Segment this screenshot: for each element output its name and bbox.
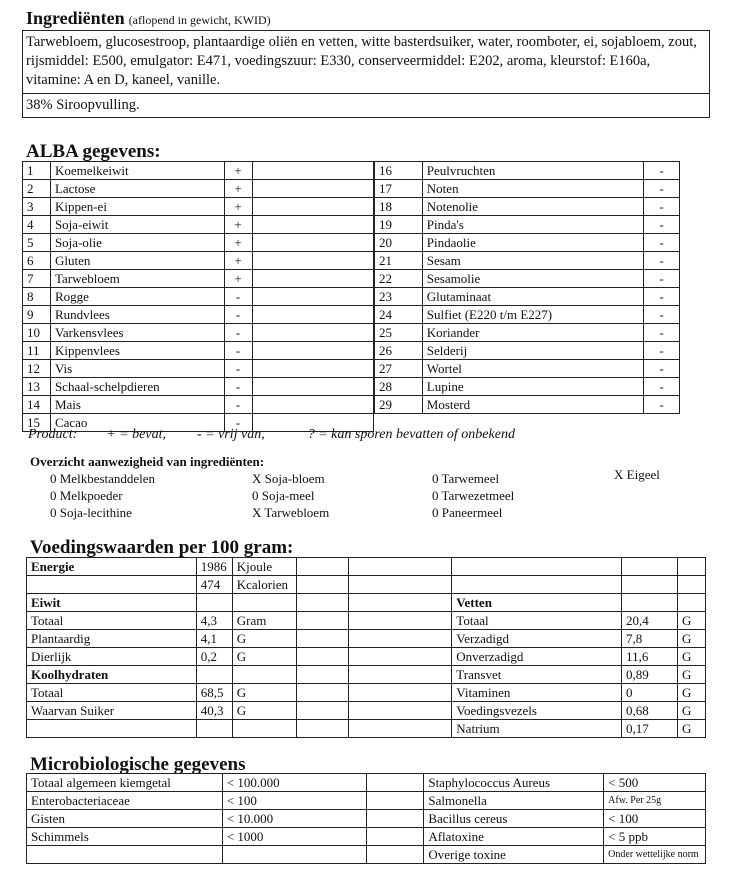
allergen-name: Rundvlees xyxy=(50,306,224,324)
nutrient-unit: G xyxy=(232,702,296,720)
overview-title: Overzicht aanwezigheid van ingrediënten: xyxy=(30,454,265,469)
alba-row xyxy=(23,234,374,252)
nutrient-value: 40,3 xyxy=(196,702,232,720)
nutrition-row xyxy=(27,702,706,720)
nutrient-unit: G xyxy=(232,630,296,648)
alba-row xyxy=(375,324,680,342)
micro-label: Totaal algemeen kiemgetal xyxy=(27,774,223,792)
empty-cell xyxy=(252,180,373,198)
empty-cell xyxy=(348,720,452,738)
nutrient-unit: G xyxy=(677,630,705,648)
micro-value: Afw. Per 25g xyxy=(604,792,706,810)
filling-text: 38% Siroopvulling. xyxy=(26,97,140,113)
allergen-name: Kippenvlees xyxy=(50,342,224,360)
empty-cell xyxy=(296,648,348,666)
allergen-number: 18 xyxy=(375,198,423,216)
ingredients-box xyxy=(22,30,710,118)
allergen-mark: - xyxy=(224,342,252,360)
nutrient-value xyxy=(196,594,232,612)
allergen-number: 14 xyxy=(23,396,51,414)
ingredients-text: Tarwebloem, glucosestroop, plantaardige oliën en vetten, witte basterdsuiker, water, roomboter, ei, sojabloem, zout, rijsmiddel: E500, emulgator: E471, voedingszuur: E330, conserveermiddel: E202, aroma, kleurstof: E160a, vitamine: A en D, kaneel, vanille. xyxy=(26,34,697,88)
allergen-number: 15 xyxy=(23,414,51,432)
empty-cell xyxy=(677,558,705,576)
empty-cell xyxy=(622,576,678,594)
nutrient-unit: G xyxy=(677,648,705,666)
alba-row xyxy=(23,378,374,396)
allergen-name: Koemelkeiwit xyxy=(50,162,224,180)
nutrient-label: Eiwit xyxy=(27,594,197,612)
nutrient-label: Vetten xyxy=(452,594,622,612)
micro-label: Bacillus cereus xyxy=(424,810,604,828)
ingredients-subtitle: (aflopend in gewicht, KWID) xyxy=(128,13,271,27)
allergen-number: 12 xyxy=(23,360,51,378)
nutrient-label: Transvet xyxy=(452,666,622,684)
allergen-number: 29 xyxy=(375,396,423,414)
empty-cell xyxy=(348,576,452,594)
allergen-mark: - xyxy=(224,396,252,414)
legend-product: Product: xyxy=(28,427,78,442)
empty-cell xyxy=(348,702,452,720)
nutrient-label: Plantaardig xyxy=(27,630,197,648)
allergen-name: Selderij xyxy=(422,342,643,360)
allergen-mark: - xyxy=(644,198,680,216)
allergen-name: Pindaolie xyxy=(422,234,643,252)
empty-cell xyxy=(296,612,348,630)
allergen-number: 3 xyxy=(23,198,51,216)
overview-item: X Soja-bloem xyxy=(252,471,325,486)
allergen-name: Gluten xyxy=(50,252,224,270)
allergen-mark: - xyxy=(644,342,680,360)
allergen-mark: - xyxy=(224,360,252,378)
nutrient-label: Vitaminen xyxy=(452,684,622,702)
allergen-name: Glutaminaat xyxy=(422,288,643,306)
empty-cell xyxy=(252,306,373,324)
nutrient-value: 4,1 xyxy=(196,630,232,648)
ingredients-heading xyxy=(26,8,706,29)
micro-label: Enterobacteriaceae xyxy=(27,792,223,810)
allergen-mark: - xyxy=(224,288,252,306)
allergen-name: Pinda's xyxy=(422,216,643,234)
empty-cell xyxy=(27,576,197,594)
allergen-number: 9 xyxy=(23,306,51,324)
micro-value: < 10.000 xyxy=(222,810,366,828)
alba-row xyxy=(23,216,374,234)
alba-row xyxy=(23,252,374,270)
allergen-number: 27 xyxy=(375,360,423,378)
allergen-number: 13 xyxy=(23,378,51,396)
empty-cell xyxy=(296,684,348,702)
nutrition-row xyxy=(27,594,706,612)
ingredients-filling xyxy=(23,93,709,116)
allergen-mark: - xyxy=(644,180,680,198)
micro-row xyxy=(27,828,706,846)
nutrient-unit: G xyxy=(677,702,705,720)
empty-cell xyxy=(622,558,678,576)
allergen-mark: - xyxy=(644,360,680,378)
allergen-number: 11 xyxy=(23,342,51,360)
energy-value: 474 xyxy=(196,576,232,594)
allergen-name: Koriander xyxy=(422,324,643,342)
empty-cell xyxy=(252,342,373,360)
overview-col-2 xyxy=(252,470,329,521)
micro-value: Onder wettelijke norm xyxy=(604,846,706,864)
allergen-mark: - xyxy=(224,414,252,432)
empty-cell xyxy=(296,594,348,612)
allergen-number: 21 xyxy=(375,252,423,270)
empty-cell xyxy=(452,558,622,576)
empty-cell xyxy=(252,198,373,216)
empty-cell xyxy=(252,162,373,180)
nutrient-value: 20,4 xyxy=(622,612,678,630)
allergen-mark: - xyxy=(224,306,252,324)
alba-row xyxy=(23,288,374,306)
alba-row xyxy=(375,396,680,414)
nutrient-value: 0,17 xyxy=(622,720,678,738)
empty-cell xyxy=(296,630,348,648)
empty-cell xyxy=(252,288,373,306)
energy-unit: Kcalorien xyxy=(232,576,296,594)
empty-cell xyxy=(252,324,373,342)
allergen-number: 16 xyxy=(375,162,423,180)
allergen-name: Lupine xyxy=(422,378,643,396)
nutrient-label: Verzadigd xyxy=(452,630,622,648)
alba-row xyxy=(23,306,374,324)
legend-contains: + = bevat, xyxy=(106,427,166,442)
allergen-name: Notenolie xyxy=(422,198,643,216)
nutrition-row xyxy=(27,720,706,738)
nutrition-table xyxy=(26,557,706,738)
allergen-number: 7 xyxy=(23,270,51,288)
allergen-name: Soja-eiwit xyxy=(50,216,224,234)
alba-row xyxy=(23,198,374,216)
allergen-mark: + xyxy=(224,162,252,180)
alba-row xyxy=(23,180,374,198)
allergen-mark: + xyxy=(224,234,252,252)
micro-value: < 1000 xyxy=(222,828,366,846)
alba-row xyxy=(23,342,374,360)
empty-cell xyxy=(348,630,452,648)
alba-row xyxy=(375,378,680,396)
energy-value: 1986 xyxy=(196,558,232,576)
nutrient-unit: G xyxy=(232,648,296,666)
micro-value: < 100 xyxy=(604,810,706,828)
overview-col-1 xyxy=(50,470,155,521)
allergen-mark: + xyxy=(224,180,252,198)
nutrient-value: 68,5 xyxy=(196,684,232,702)
overview-item: 0 Paneermeel xyxy=(432,505,503,520)
allergen-number: 26 xyxy=(375,342,423,360)
micro-label: Gisten xyxy=(27,810,223,828)
allergen-name: Soja-olie xyxy=(50,234,224,252)
empty-cell xyxy=(348,666,452,684)
nutrient-label xyxy=(27,720,197,738)
allergen-name: Kippen-ei xyxy=(50,198,224,216)
empty-cell xyxy=(366,810,424,828)
nutrient-value xyxy=(196,666,232,684)
alba-table-right xyxy=(374,161,680,414)
nutrition-row xyxy=(27,558,706,576)
overview-item: 0 Soja-lecithine xyxy=(50,505,132,520)
alba-row xyxy=(375,360,680,378)
allergen-mark: - xyxy=(644,162,680,180)
empty-cell xyxy=(296,720,348,738)
nutrient-unit: Gram xyxy=(232,612,296,630)
nutrition-row xyxy=(27,684,706,702)
overview-item: X Tarwebloem xyxy=(252,505,330,520)
alba-row xyxy=(23,324,374,342)
allergen-name: Noten xyxy=(422,180,643,198)
empty-cell xyxy=(296,702,348,720)
allergen-name: Peulvruchten xyxy=(422,162,643,180)
empty-cell xyxy=(677,576,705,594)
empty-cell xyxy=(252,252,373,270)
micro-label: Aflatoxine xyxy=(424,828,604,846)
allergen-mark: - xyxy=(644,234,680,252)
alba-title: ALBA gegevens: xyxy=(26,141,161,162)
allergen-number: 8 xyxy=(23,288,51,306)
nutrition-row xyxy=(27,648,706,666)
allergen-number: 10 xyxy=(23,324,51,342)
empty-cell xyxy=(252,360,373,378)
empty-cell xyxy=(366,792,424,810)
allergen-name: Sesamolie xyxy=(422,270,643,288)
micro-value: < 5 ppb xyxy=(604,828,706,846)
nutrient-unit: G xyxy=(677,684,705,702)
nutrient-value: 4,3 xyxy=(196,612,232,630)
nutrient-label: Totaal xyxy=(27,612,197,630)
allergen-number: 5 xyxy=(23,234,51,252)
alba-row xyxy=(375,342,680,360)
nutrition-row xyxy=(27,630,706,648)
allergen-name: Rogge xyxy=(50,288,224,306)
empty-cell xyxy=(348,594,452,612)
legend-traces: ? = kan sporen bevatten of onbekend xyxy=(307,427,515,442)
micro-value: < 500 xyxy=(604,774,706,792)
allergen-number: 19 xyxy=(375,216,423,234)
overview-item: 0 Tarwezetmeel xyxy=(432,488,515,503)
nutrient-unit: G xyxy=(677,612,705,630)
empty-cell xyxy=(366,846,424,864)
nutrition-title: Voedingswaarden per 100 gram: xyxy=(30,537,294,558)
allergen-name: Schaal-schelpdieren xyxy=(50,378,224,396)
micro-label: Staphylococcus Aureus xyxy=(424,774,604,792)
micro-value xyxy=(222,846,366,864)
micro-value: < 100.000 xyxy=(222,774,366,792)
allergen-mark: - xyxy=(644,324,680,342)
empty-cell xyxy=(348,558,452,576)
alba-row xyxy=(23,162,374,180)
allergen-mark: + xyxy=(224,216,252,234)
nutrient-value: 7,8 xyxy=(622,630,678,648)
allergen-number: 6 xyxy=(23,252,51,270)
nutrient-label: Totaal xyxy=(27,684,197,702)
empty-cell xyxy=(452,576,622,594)
empty-cell xyxy=(366,774,424,792)
nutrient-label: Voedingsvezels xyxy=(452,702,622,720)
allergen-name: Lactose xyxy=(50,180,224,198)
micro-row xyxy=(27,774,706,792)
alba-row xyxy=(375,288,680,306)
nutrient-value xyxy=(622,594,678,612)
nutrition-row xyxy=(27,612,706,630)
overview-col-3 xyxy=(432,470,514,521)
alba-legend xyxy=(28,427,515,443)
nutrient-unit xyxy=(677,594,705,612)
allergen-mark: - xyxy=(644,216,680,234)
nutrient-unit xyxy=(232,594,296,612)
micro-title: Microbiologische gegevens xyxy=(30,754,246,775)
nutrient-label: Natrium xyxy=(452,720,622,738)
nutrient-unit: G xyxy=(232,684,296,702)
alba-row xyxy=(375,162,680,180)
nutrient-unit: G xyxy=(677,666,705,684)
nutrient-label: Koolhydraten xyxy=(27,666,197,684)
empty-cell xyxy=(296,558,348,576)
empty-cell xyxy=(252,396,373,414)
nutrient-value: 0,89 xyxy=(622,666,678,684)
nutrient-unit xyxy=(232,720,296,738)
allergen-name: Sulfiet (E220 t/m E227) xyxy=(422,306,643,324)
energy-unit: Kjoule xyxy=(232,558,296,576)
alba-row xyxy=(375,216,680,234)
allergen-number: 20 xyxy=(375,234,423,252)
nutrient-value: 0 xyxy=(622,684,678,702)
allergen-number: 25 xyxy=(375,324,423,342)
empty-cell xyxy=(348,684,452,702)
allergen-number: 1 xyxy=(23,162,51,180)
alba-row xyxy=(375,234,680,252)
allergen-mark: - xyxy=(644,396,680,414)
alba-row xyxy=(23,360,374,378)
empty-cell xyxy=(252,234,373,252)
allergen-mark: - xyxy=(644,378,680,396)
allergen-name: Varkensvlees xyxy=(50,324,224,342)
alba-row xyxy=(375,306,680,324)
nutrient-label: Waarvan Suiker xyxy=(27,702,197,720)
nutrient-value: 11,6 xyxy=(622,648,678,666)
nutrition-row xyxy=(27,666,706,684)
overview-item: X Eigeel xyxy=(614,467,660,482)
micro-label xyxy=(27,846,223,864)
allergen-mark: + xyxy=(224,270,252,288)
allergen-name: Tarwebloem xyxy=(50,270,224,288)
allergen-mark: - xyxy=(644,288,680,306)
alba-row xyxy=(375,198,680,216)
overview-item: 0 Melkbestanddelen xyxy=(50,471,156,486)
alba-row xyxy=(375,270,680,288)
empty-cell xyxy=(348,612,452,630)
allergen-number: 2 xyxy=(23,180,51,198)
alba-table-left xyxy=(22,161,374,432)
micro-table xyxy=(26,773,706,864)
overview-item: 0 Soja-meel xyxy=(252,488,315,503)
allergen-number: 28 xyxy=(375,378,423,396)
nutrient-label: Onverzadigd xyxy=(452,648,622,666)
overview-item: 0 Melkpoeder xyxy=(50,488,123,503)
allergen-name: Sesam xyxy=(422,252,643,270)
micro-label: Schimmels xyxy=(27,828,223,846)
nutrient-label: Totaal xyxy=(452,612,622,630)
empty-cell xyxy=(348,648,452,666)
ingredients-title: Ingrediënten xyxy=(26,8,125,28)
allergen-mark: - xyxy=(644,270,680,288)
nutrient-unit: G xyxy=(677,720,705,738)
nutrition-row xyxy=(27,576,706,594)
empty-cell xyxy=(252,216,373,234)
allergen-name: Vis xyxy=(50,360,224,378)
allergen-mark: - xyxy=(644,306,680,324)
allergen-number: 22 xyxy=(375,270,423,288)
allergen-name: Cacao xyxy=(50,414,224,432)
allergen-name: Mais xyxy=(50,396,224,414)
allergen-number: 24 xyxy=(375,306,423,324)
allergen-mark: + xyxy=(224,198,252,216)
allergen-mark: - xyxy=(224,378,252,396)
alba-row xyxy=(375,252,680,270)
micro-row xyxy=(27,846,706,864)
micro-label: Salmonella xyxy=(424,792,604,810)
empty-cell xyxy=(296,576,348,594)
micro-label: Overige toxine xyxy=(424,846,604,864)
allergen-name: Mosterd xyxy=(422,396,643,414)
nutrient-label: Dierlijk xyxy=(27,648,197,666)
allergen-mark: - xyxy=(224,324,252,342)
overview-item: 0 Tarwemeel xyxy=(432,471,500,486)
nutrient-value: 0,68 xyxy=(622,702,678,720)
micro-row xyxy=(27,810,706,828)
alba-row xyxy=(23,270,374,288)
nutrient-unit xyxy=(232,666,296,684)
allergen-number: 23 xyxy=(375,288,423,306)
allergen-name: Wortel xyxy=(422,360,643,378)
micro-value: < 100 xyxy=(222,792,366,810)
empty-cell xyxy=(252,270,373,288)
nutrient-value xyxy=(196,720,232,738)
legend-free: - = vrij van, xyxy=(196,427,265,442)
allergen-number: 17 xyxy=(375,180,423,198)
overview-col-4 xyxy=(614,466,660,483)
empty-cell xyxy=(296,666,348,684)
alba-row xyxy=(23,396,374,414)
allergen-number: 4 xyxy=(23,216,51,234)
allergen-mark: + xyxy=(224,252,252,270)
nutrient-value: 0,2 xyxy=(196,648,232,666)
micro-row xyxy=(27,792,706,810)
allergen-mark: - xyxy=(644,252,680,270)
empty-cell xyxy=(252,378,373,396)
energy-label: Energie xyxy=(27,558,197,576)
empty-cell xyxy=(366,828,424,846)
alba-row xyxy=(375,180,680,198)
